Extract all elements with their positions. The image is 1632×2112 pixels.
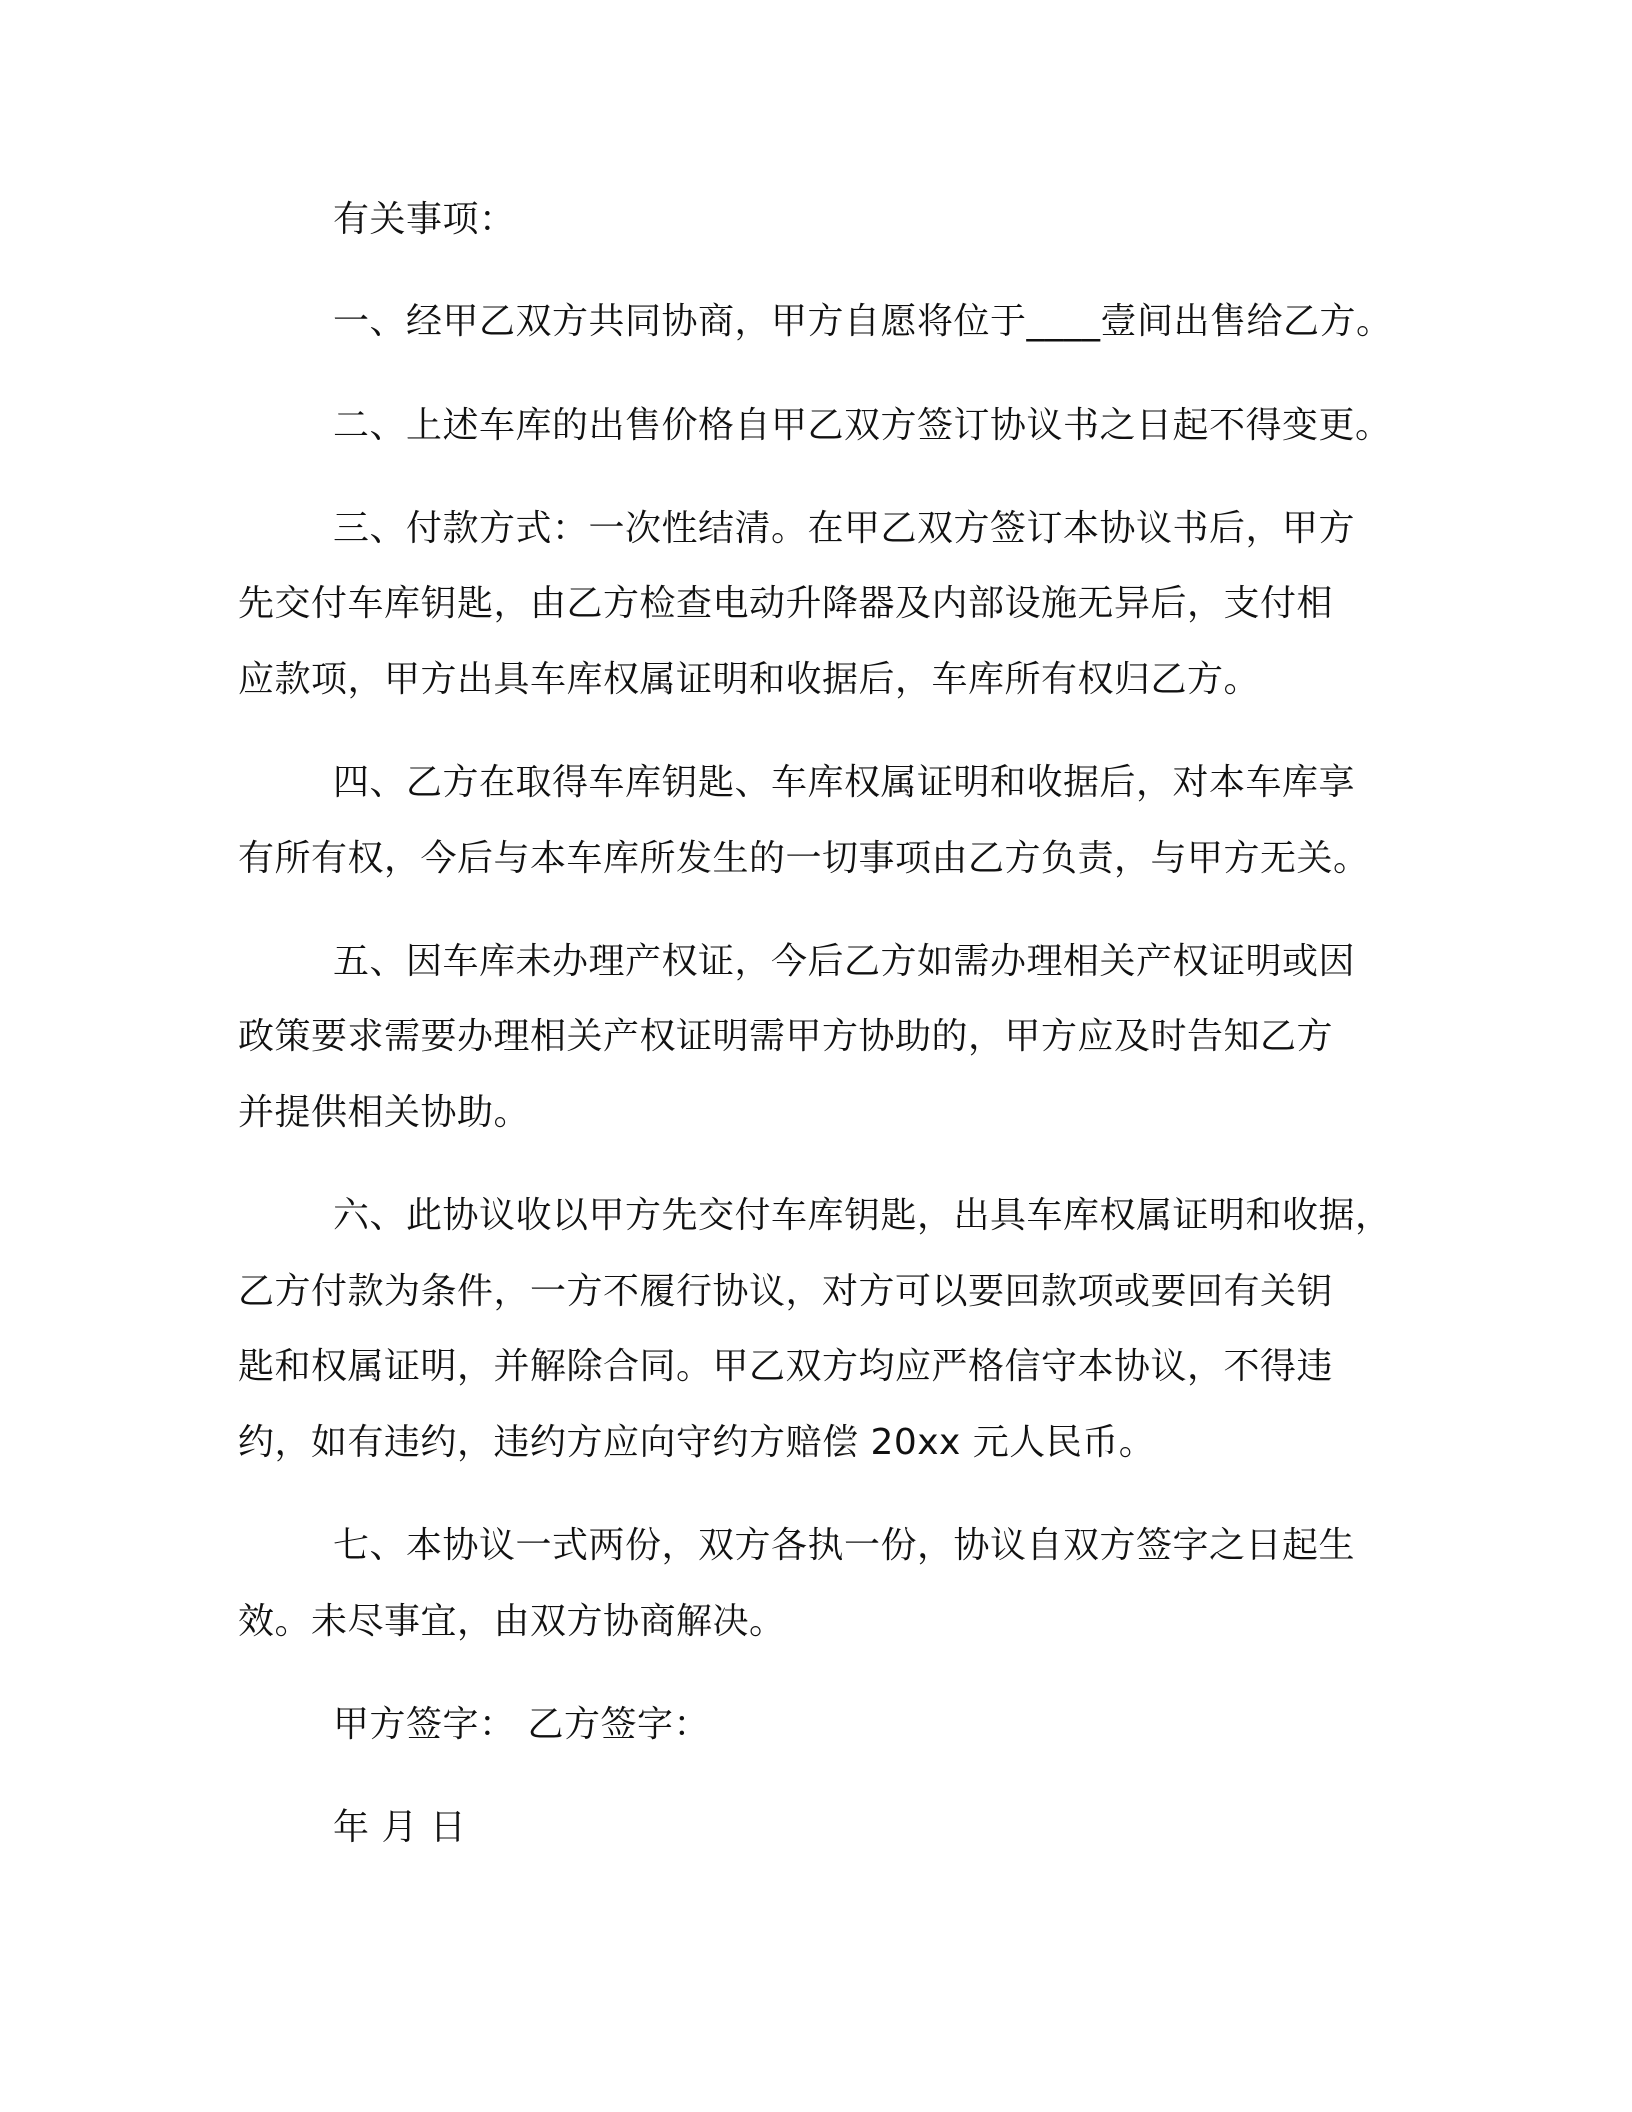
clause-4-line-1: 四、乙方在取得车库钥匙、车库权属证明和收据后，对本车库享 [333,762,1356,803]
clause-7-line-2: 效。未尽事宜，由双方协商解决。 [238,1601,786,1642]
clause-6-line-4: 约，如有违约，违约方应向守约方赔偿 20xx 元人民币。 [238,1422,1156,1463]
clause-1-line-1: 一、经甲乙双方共同协商，甲方自愿将位于____壹间出售给乙方。 [333,301,1393,342]
clause-2-line-1: 二、上述车库的出售价格自甲乙双方签订协议书之日起不得变更。 [333,405,1392,446]
clause-4-line-2: 有所有权，今后与本车库所发生的一切事项由乙方负责，与甲方无关。 [238,838,1370,879]
clause-6-line-3: 匙和权属证明，并解除合同。甲乙双方均应严格信守本协议，不得违 [238,1346,1334,1387]
clause-3-line-1: 三、付款方式：一次性结清。在甲乙双方签订本协议书后，甲方 [333,508,1356,549]
clause-6-line-1: 六、此协议收以甲方先交付车库钥匙，出具车库权属证明和收据， [333,1195,1392,1236]
date-line: 年 月 日 [333,1807,467,1848]
signature-line: 甲方签字： 乙方签字： [333,1704,710,1745]
clause-3-line-2: 先交付车库钥匙，由乙方检查电动升降器及内部设施无异后，支付相 [238,583,1334,624]
clause-6-line-2: 乙方付款为条件，一方不履行协议，对方可以要回款项或要回有关钥 [238,1271,1334,1312]
section-heading: 有关事项： [333,199,516,240]
clause-5-line-2: 政策要求需要办理相关产权证明需甲方协助的，甲方应及时告知乙方 [238,1016,1334,1057]
clause-7-line-1: 七、本协议一式两份，双方各执一份，协议自双方签字之日起生 [333,1525,1356,1566]
clause-5-line-1: 五、因车库未办理产权证，今后乙方如需办理相关产权证明或因 [333,941,1356,982]
clause-5-line-3: 并提供相关协助。 [238,1092,531,1133]
clause-3-line-3: 应款项，甲方出具车库权属证明和收据后，车库所有权归乙方。 [238,659,1261,700]
